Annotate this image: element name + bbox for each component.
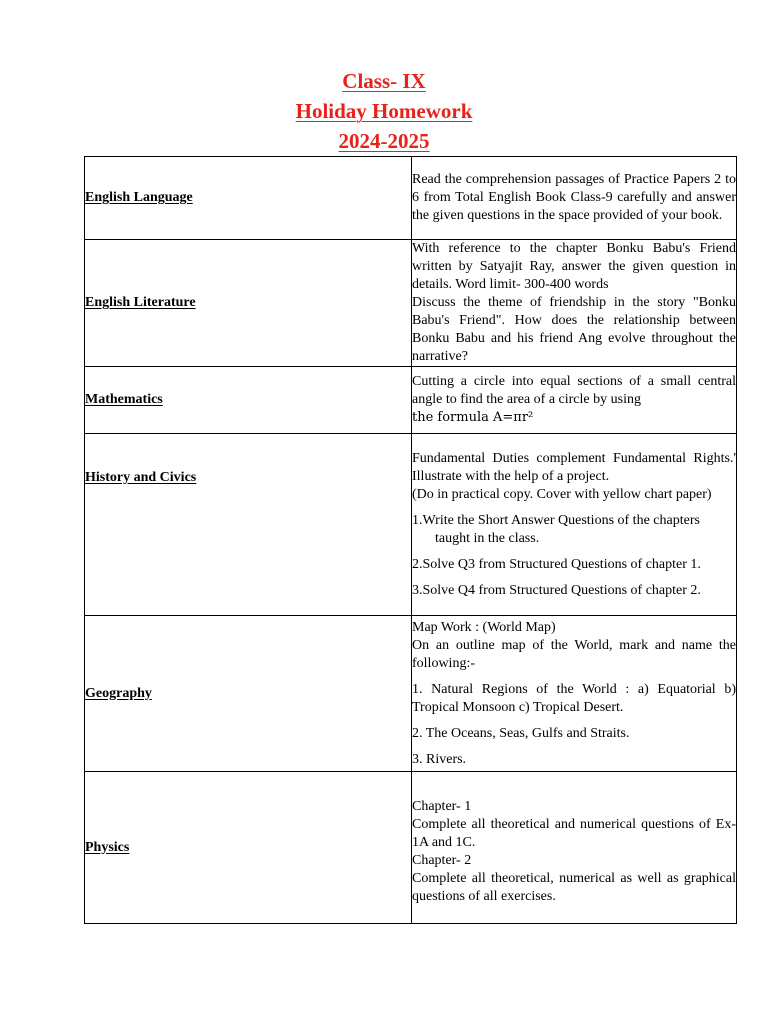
list-item: 3.Solve Q4 from Structured Questions of chapter 2. (412, 582, 701, 598)
subject-geography: Geography (85, 616, 412, 772)
subject-mathematics: Mathematics (85, 367, 412, 434)
list-item (412, 512, 736, 548)
table-row (85, 240, 737, 367)
subject-english-literature: English Literature (85, 240, 412, 367)
task-physics (412, 772, 737, 924)
task-english-language (412, 157, 737, 240)
task-english-literature (412, 240, 737, 367)
session-year: 2024-2025 (338, 129, 430, 153)
list-item: 2. The Oceans, Seas, Gulfs and Straits. (412, 725, 630, 741)
task-text: With reference to the chapter Bonku Babu's Friend written by Satyajit Ray, answer the given question in details. Word limit- 300-400 words (412, 241, 736, 292)
list-item: 1. Natural Regions of the World : a) Equatorial b) Tropical Monsoon c) Tropical Desert. (412, 681, 736, 715)
homework-title: Holiday Homework (295, 99, 473, 123)
task-text: Cutting a circle into equal sections of a small central angle to find the area of a circle by using (412, 374, 736, 407)
task-history-civics (412, 434, 737, 616)
subject-english-language: English Language (85, 157, 412, 240)
document-heading (0, 66, 768, 156)
list-item: 2.Solve Q3 from Structured Questions of chapter 1. (412, 556, 701, 572)
task-text: On an outline map of the World, mark and name the following:- (412, 637, 736, 671)
homework-table (84, 156, 737, 924)
subject-physics: Physics (85, 772, 412, 924)
list-item: 3. Rivers. (412, 751, 467, 767)
task-text: Read the comprehension passages of Practice Papers 2 to 6 from Total English Book Class-9 carefully and answer the given questions in the space provided of your book. (412, 172, 736, 223)
task-mathematics (412, 367, 737, 434)
table-row (85, 434, 737, 616)
task-text: Complete all theoretical and numerical questions of Ex- 1A and 1C. (412, 816, 736, 850)
subject-history-civics: History and Civics (85, 434, 412, 616)
task-text: Map Work : (World Map) (412, 619, 556, 635)
table-row (85, 772, 737, 924)
area-formula: the formula A=πr² (412, 410, 534, 425)
task-text: Fundamental Duties complement Fundamental Rights.' Illustrate with the help of a project. (412, 450, 736, 484)
table-row (85, 367, 737, 434)
list-item-text: taught in the class. (435, 530, 540, 546)
table-row (85, 616, 737, 772)
task-text: Chapter- 2 (412, 852, 472, 868)
list-item-text: 1.Write the Short Answer Questions of the chapters (412, 512, 700, 528)
task-geography (412, 616, 737, 772)
class-title: Class- IX (342, 69, 426, 93)
task-text: Discuss the theme of friendship in the story "Bonku Babu's Friend". How does the relationship between Bonku Babu and his friend Ang evolve throughout the narrative? (412, 295, 736, 364)
task-text: Complete all theoretical, numerical as well as graphical questions of all exercises. (412, 870, 736, 904)
table-row (85, 157, 737, 240)
task-text: (Do in practical copy. Cover with yellow chart paper) (412, 486, 712, 502)
task-text: Chapter- 1 (412, 798, 472, 814)
